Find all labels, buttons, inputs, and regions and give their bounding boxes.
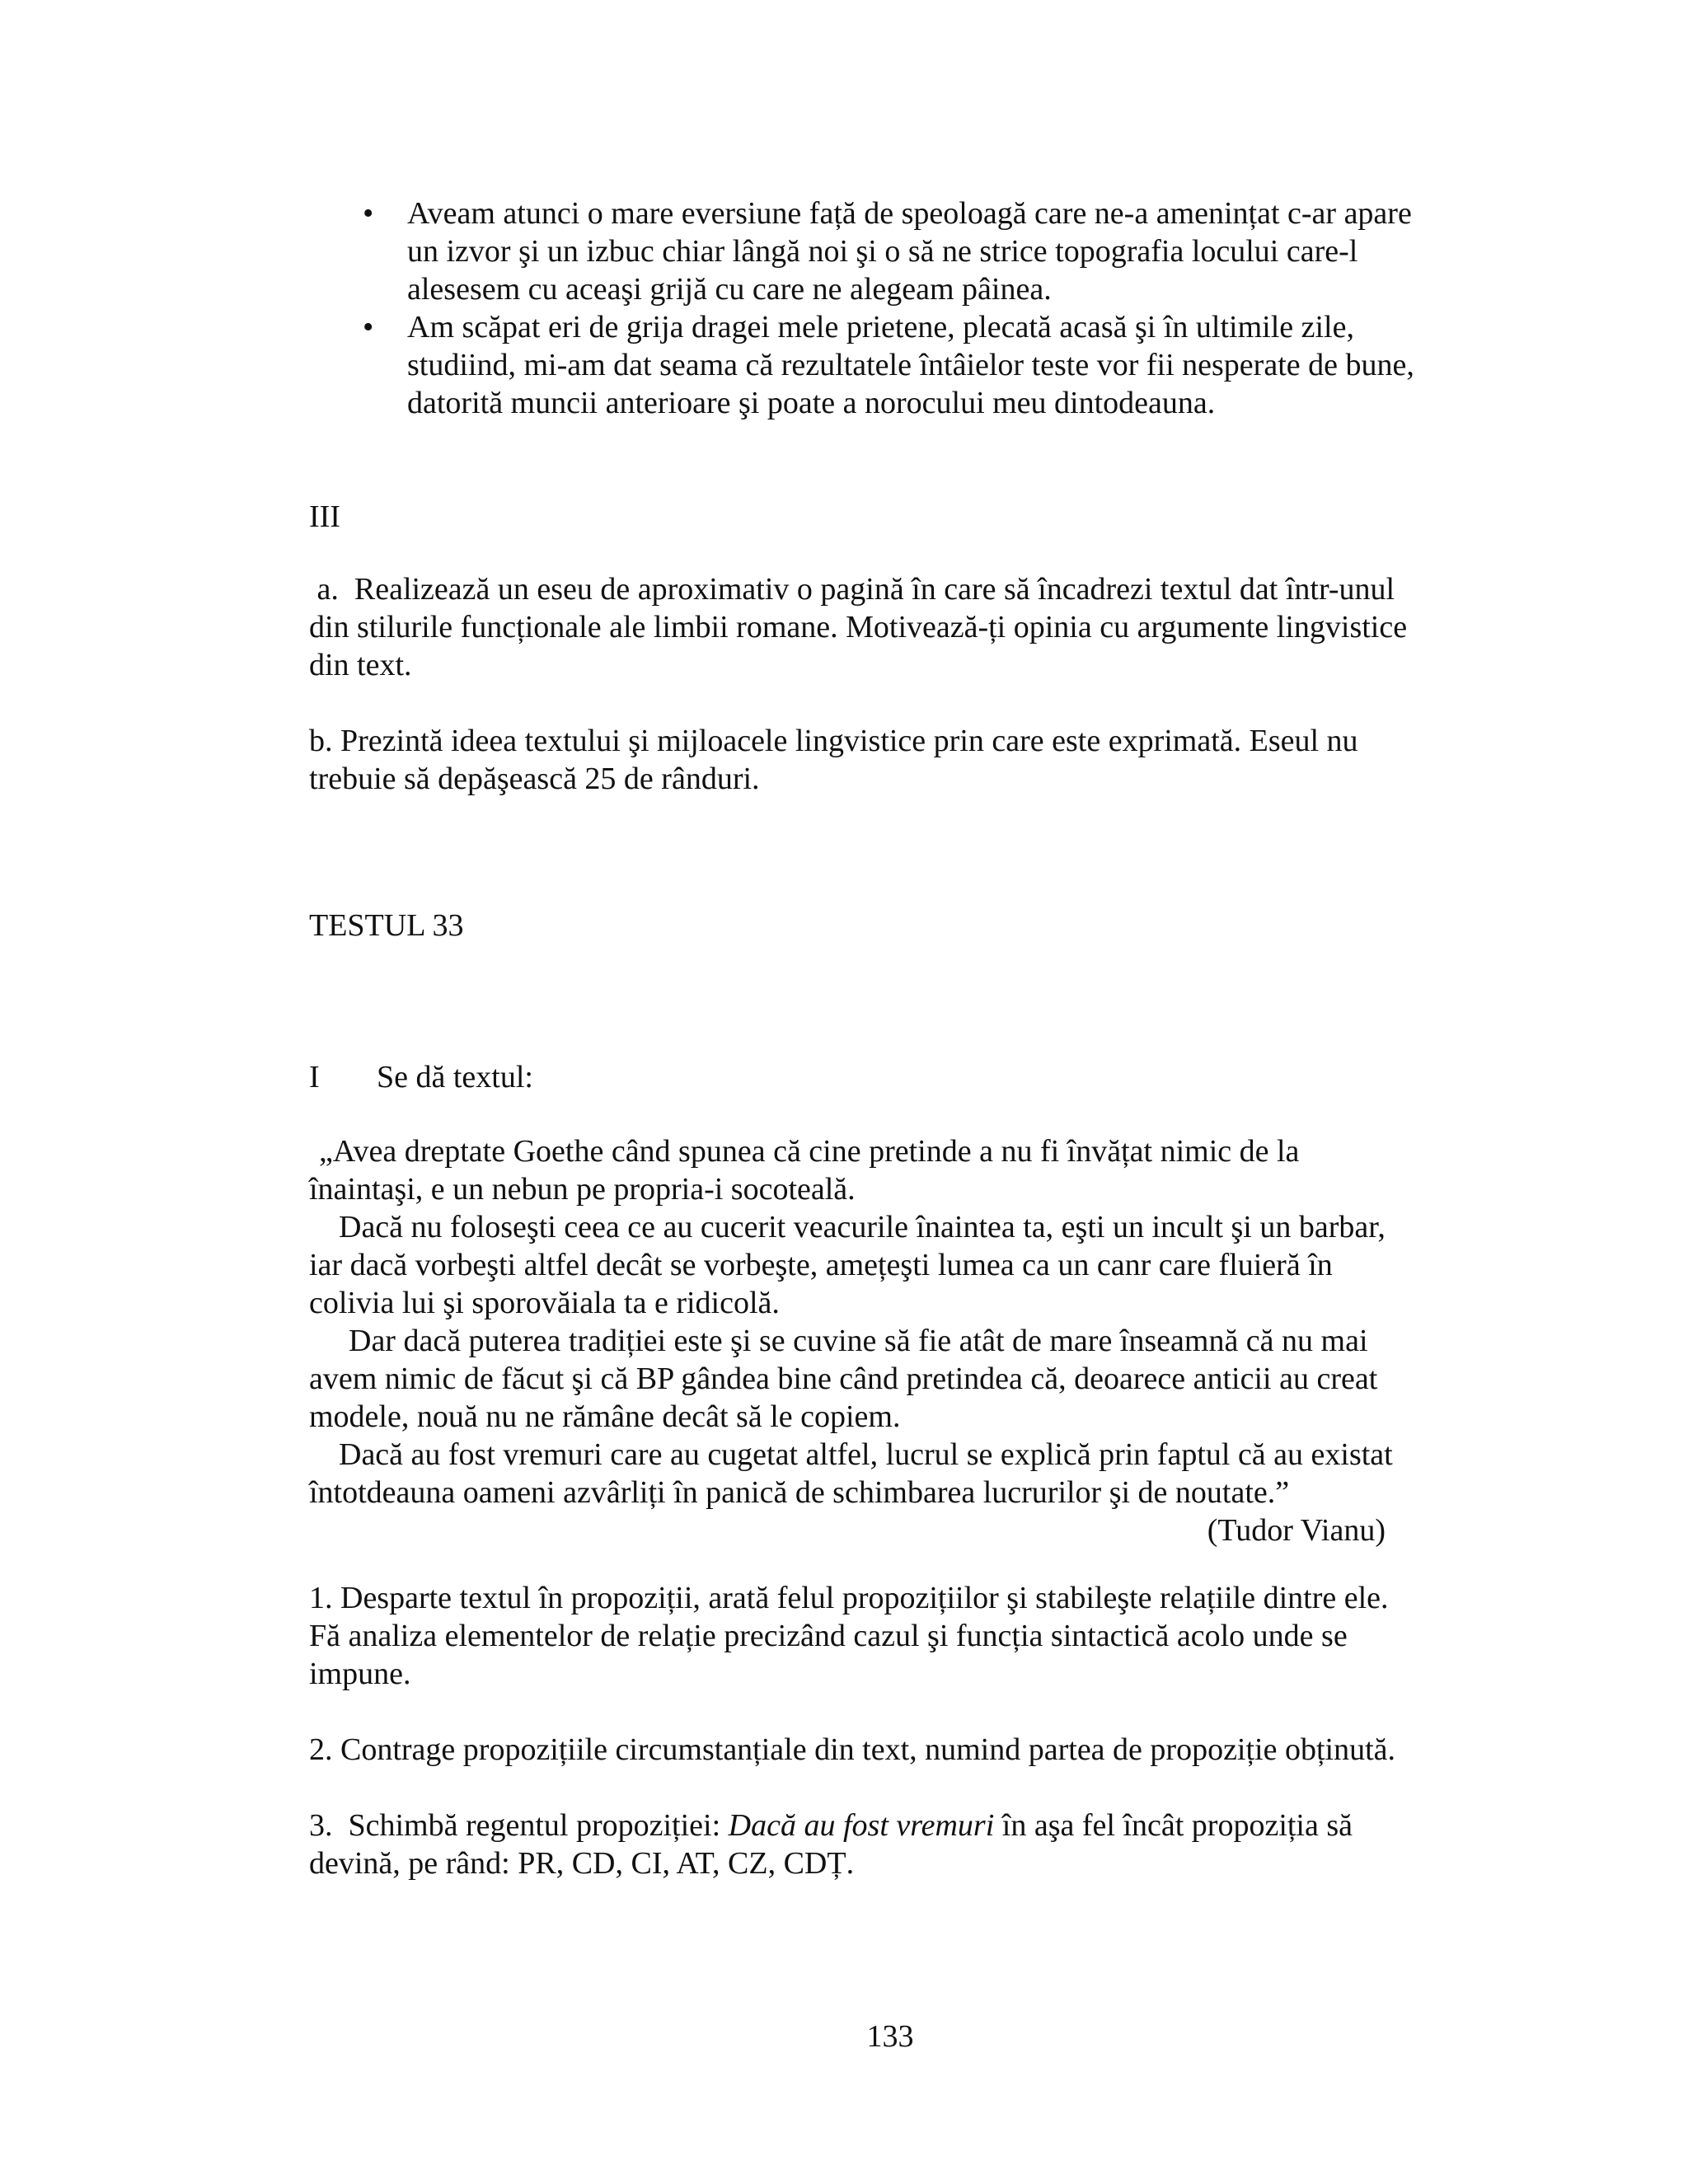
page-number: 133: [866, 2019, 914, 2054]
question-italic-phrase: Dacă au fost vremuri: [728, 1808, 995, 1843]
quote-line: Dar dacă puterea tradiției este şi se cuvine să fie atât de mare înseamnă că nu mai: [349, 1324, 1368, 1358]
section-label: III: [309, 499, 340, 534]
quote-line: colivia lui şi sporovăiala ta e ridicolă.: [309, 1286, 780, 1320]
quote-line: avem nimic de făcut şi că BP gândea bine când pretindea că, deoarece anticii au creat: [309, 1361, 1378, 1396]
bullet-line: alesesem cu aceaşi grijă cu care ne alegeam pâinea.: [407, 272, 1052, 307]
bullet-list: [354, 194, 1492, 422]
quote-line: Dacă nu foloseşti ceea ce au cucerit veacurile înaintea ta, eşti un incult şi un barbar,: [339, 1210, 1386, 1244]
part-one-numeral: I: [309, 1060, 320, 1094]
question-line: Fă analiza elementelor de relație precizând cazul şi funcția sintactică acolo unde se: [309, 1619, 1348, 1653]
question-line-start: 3. Schimbă regentul propoziției:: [309, 1808, 729, 1843]
quote-paragraph-1: [309, 1132, 1496, 1208]
task-b-line: trebuie să depăşească 25 de rânduri.: [309, 762, 760, 796]
quote-line: modele, nouă nu ne rămâne decât să le copiem.: [309, 1399, 901, 1434]
quoted-text: [309, 1132, 1496, 1549]
bullet-line: un izvor şi un izbuc chiar lângă noi şi o să ne strice topografia locului care-l: [407, 234, 1358, 269]
test-title: TESTUL 33: [309, 908, 464, 943]
bullet-line: Aveam atunci o mare eversiune față de speoloagă care ne-a amenințat c-ar apare: [407, 196, 1412, 231]
question-line: impune.: [309, 1657, 411, 1691]
bullet-line: Am scăpat eri de grija dragei mele prietene, plecată acasă şi în ultimile zile,: [407, 310, 1354, 344]
quote-author: (Tudor Vianu): [1207, 1513, 1386, 1548]
question-2: 2. Contrage propozițiile circumstanțiale din text, numind partea de propoziție obținută.: [309, 1732, 1396, 1767]
quote-line: iar dacă vorbeşti altfel decât se vorbeşte, amețeşti lumea ca un canr care fluieră în: [309, 1248, 1333, 1282]
task-a-line: a. Realizează un eseu de aproximativ o pagină în care să încadrezi textul dat într-unul: [309, 572, 1395, 607]
bullet-item-2: [354, 308, 1492, 422]
quote-paragraph-2: [309, 1208, 1496, 1322]
task-b-line: b. Prezintă ideea textului şi mijloacele lingvistice prin care este exprimată. Eseul nu: [309, 724, 1358, 758]
bullet-item-1: [354, 194, 1492, 308]
quote-paragraph-4: [309, 1436, 1496, 1511]
question-1: [309, 1579, 1496, 1693]
quote-line: întotdeauna oameni azvârliți în panică de schimbarea lucrurilor şi de noutate.”: [309, 1475, 1290, 1510]
part-one-label: Se dă textul:: [377, 1060, 533, 1094]
task-a-line: din stilurile funcționale ale limbii romane. Motivează-ți opinia cu argumente lingvistice: [309, 610, 1408, 644]
bullet-line: datorită muncii anterioare şi poate a norocului meu dintodeauna.: [407, 386, 1216, 420]
task-a-line: din text.: [309, 648, 412, 682]
quote-line: „Avea dreptate Goethe când spunea că cine pretinde a nu fi învățat nimic de la: [319, 1134, 1300, 1169]
quote-line: Dacă au fost vremuri care au cugetat altfel, lucrul se explică prin faptul că au existat: [339, 1437, 1393, 1472]
question-line-end: în aşa fel încât propoziția să: [994, 1808, 1353, 1843]
part-one-heading: [309, 1058, 1496, 1096]
task-b: [309, 722, 1496, 798]
quote-paragraph-3: [309, 1322, 1496, 1436]
task-a: [309, 570, 1496, 684]
bullet-icon: •: [363, 196, 374, 231]
bullet-icon: •: [363, 310, 374, 344]
question-3: [309, 1807, 1496, 1882]
question-line: 1. Desparte textul în propoziții, arată felul propozițiilor şi stabileşte relațiile dintre ele.: [309, 1581, 1389, 1615]
bullet-line: studiind, mi-am dat seama că rezultatele întâielor teste vor fii nesperate de bune,: [407, 348, 1414, 382]
question-line: devină, pe rând: PR, CD, CI, AT, CZ, CDȚ.: [309, 1846, 855, 1881]
quote-line: înaintaşi, e un nebun pe propria-i socoteală.: [309, 1172, 856, 1207]
